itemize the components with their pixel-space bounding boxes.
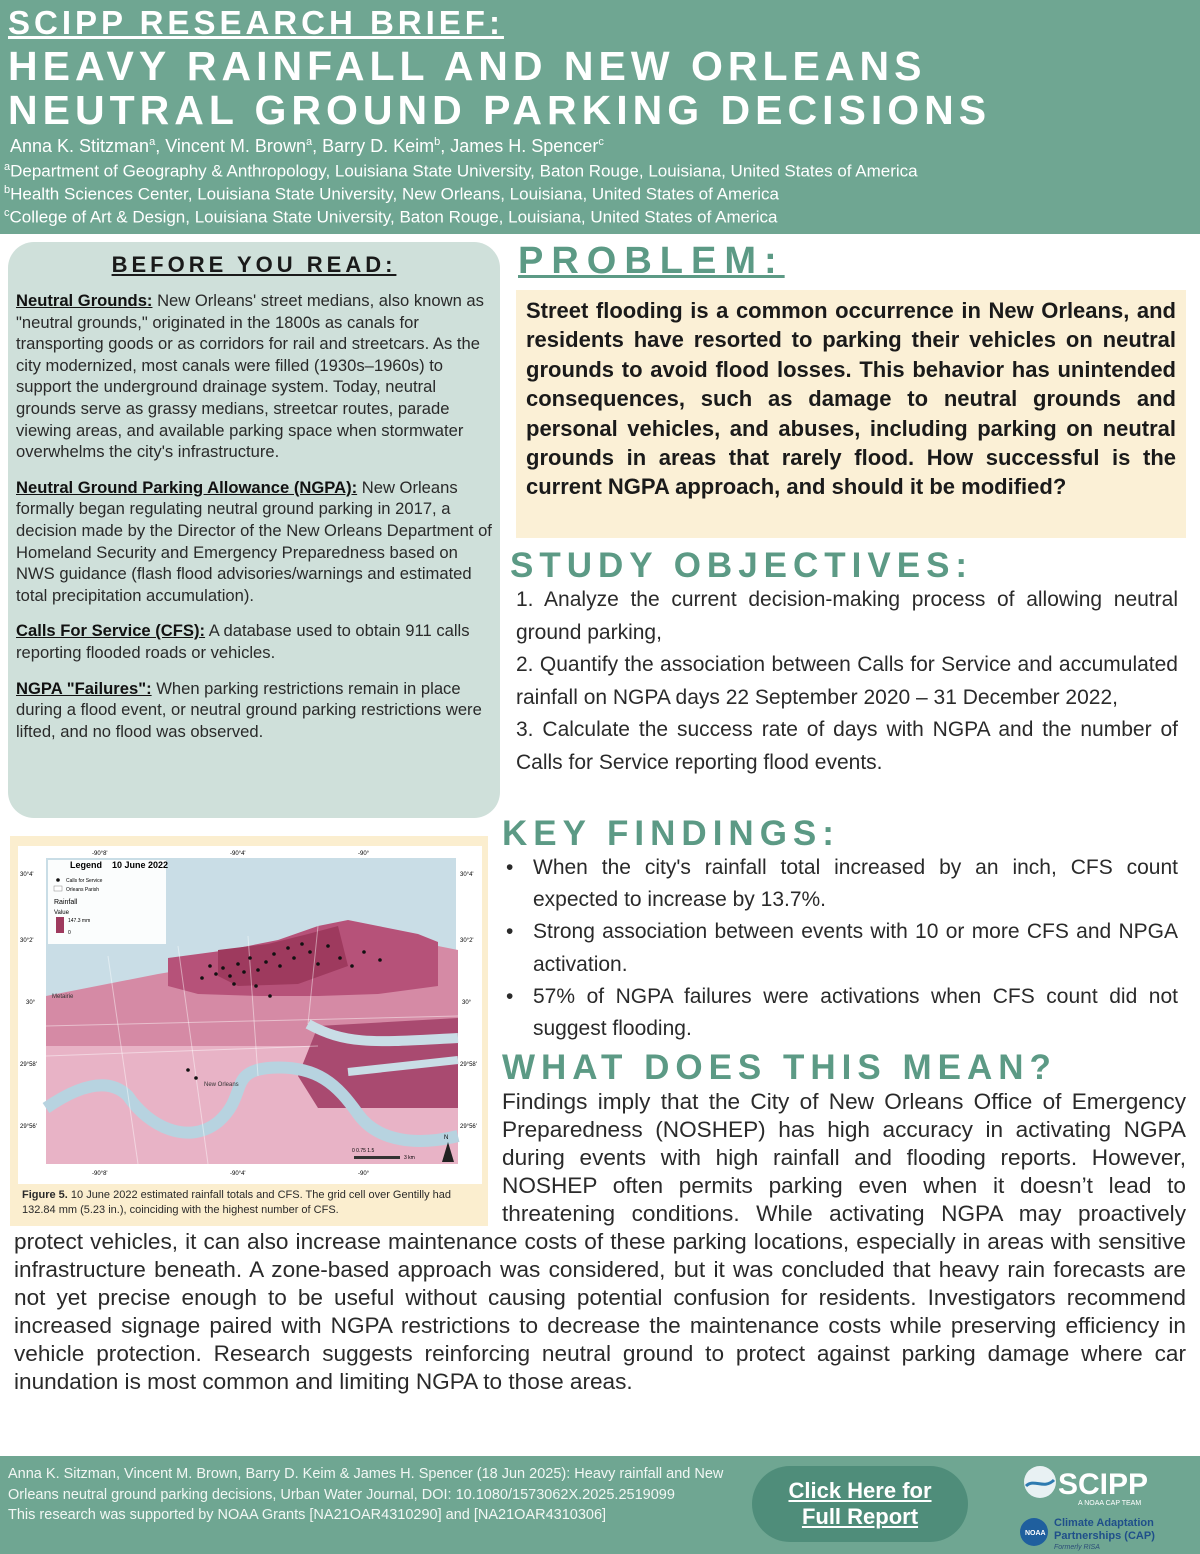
objective-text: Quantify the association between Calls for Service and accumulated rainfall on NGPA days 22 September 2020 – 31 December 2022, (516, 653, 1178, 709)
definition-text: New Orleans formally began regulating neutral ground parking in 2017, a decision made by the Director of the New Orleans Department of Homeland Security and Emergency Preparedness based on NWS guidance (flash flood advisories/warnings and estimated total precipitation accumulation). (16, 477, 492, 605)
place-metairie: Metairie (52, 994, 74, 1000)
lat-tick: 29°56' (20, 1124, 37, 1130)
authors: Anna K. Stitzman$^a$, Vincent M. Brown$^a$, Barry D. Keim$^b$, James H. Spencer$^c$ (10, 136, 604, 156)
objective-text: Analyze the current decision-making process of allowing neutral ground parking, (516, 588, 1178, 644)
title-line-2: NEUTRAL GROUND PARKING DECISIONS (8, 87, 992, 133)
definition-ngpa (16, 477, 492, 607)
citation (8, 1464, 738, 1526)
lat-tick: 29°56' (460, 1124, 477, 1130)
legend-date: 10 June 2022 (112, 860, 169, 870)
lon-tick: -90°8' (92, 851, 108, 857)
findings-heading: KEY FINDINGS: (502, 814, 840, 853)
definition-term: Neutral Ground Parking Allowance (NGPA): (16, 477, 358, 497)
scipp-wordmark: SCIPP (1058, 1468, 1149, 1501)
affil-text: College of Art & Design, Louisiana State University, Baton Rouge, Louisiana, United States of America (9, 207, 778, 227)
bullet-icon: • (506, 920, 514, 944)
affiliation-c (4, 207, 777, 228)
meaning-heading: WHAT DOES THIS MEAN? (502, 1048, 1057, 1087)
author-name: Anna K. Stitzman (10, 136, 150, 156)
scipp-logo (1018, 1460, 1188, 1510)
affil-sup: b (4, 184, 11, 196)
author-sup: a (149, 136, 156, 148)
affil-sup: a (4, 161, 11, 173)
lon-tick: -90°4' (230, 1171, 246, 1177)
lat-tick: 29°58' (20, 1062, 37, 1068)
affil-text: Health Sciences Center, Louisiana State University, New Orleans, Louisiana, United States of America (10, 184, 779, 204)
lon-tick: -90°4' (230, 851, 246, 857)
lat-tick: 30°2' (460, 938, 474, 944)
footer (0, 1456, 1200, 1554)
brief-label: SCIPP RESEARCH BRIEF: (8, 4, 504, 41)
affil-sup: c (4, 207, 10, 219)
finding-item (506, 981, 1178, 1045)
legend-min: 0 (68, 930, 71, 936)
before-you-read-title: BEFORE YOU READ: (111, 252, 397, 277)
finding-item (506, 852, 1178, 916)
finding-text: Strong association between events with 10 or more CFS and NPGA activation. (533, 920, 1178, 976)
lat-tick: 30° (462, 1000, 472, 1006)
lon-tick: -90° (358, 851, 370, 857)
caption-text: 10 June 2022 estimated rainfall totals and CFS. The grid cell over Gentilly had 132.84 mm (5.23 in.), coinciding with the highest number of CFS. (22, 1189, 452, 1216)
north-label: N (444, 1135, 449, 1141)
objective-number: 2. (516, 653, 534, 676)
finding-text: When the city's rainfall total increased by an inch, CFS count expected to increase by 13.7%. (533, 856, 1178, 912)
legend-color-ramp (56, 917, 64, 933)
scale-unit: 3 km (404, 1155, 415, 1161)
definition-term: NGPA "Failures": (16, 678, 152, 698)
lat-tick: 29°58' (460, 1062, 477, 1068)
finding-text: 57% of NGPA failures were activations when CFS count did not suggest flooding. (533, 984, 1178, 1041)
lon-tick: -90°8' (92, 1171, 108, 1177)
figure-wrap-spacer (14, 1088, 502, 1228)
objective-number: 1. (516, 588, 534, 611)
author-name: James H. Spencer (450, 136, 599, 156)
grant-text: This research was supported by NOAA Grants [NA21OAR4310290] and [NA21OAR4310306] (8, 1507, 607, 1523)
objective-item (516, 714, 1178, 779)
cap-line-3: Formerly RISA (1054, 1544, 1100, 1551)
scipp-tagline: A NOAA CAP TEAM (1078, 1500, 1142, 1507)
definition-term: Calls For Service (CFS): (16, 621, 206, 641)
legend-rainfall: Rainfall (54, 899, 78, 906)
legend-cfs-symbol (56, 878, 60, 882)
problem-heading: PROBLEM: (518, 240, 785, 282)
definition-text: A database used to obtain 911 calls reporting flooded roads or vehicles. (16, 621, 470, 662)
meaning-text: Findings imply that the City of New Orleans Office of Emergency Preparedness (NOSHEP) has high accuracy in activating NGPA during events with high rainfall and flooding reports. However, NOSHEP often permits parking even when it doesn’t lead to threatening conditions. While activating NGPA may proactively protect vehicles, it can also increase maintenance costs of these parking locations, especially in areas with sensitive infrastructure beneath. A zone-based approach was considered, but it was concluded that heavy rain forecasts are not yet precise enough to be useful without causing potential confusion for residents. Investigators recommend increased signage paired with NGPA restrictions to decrease the maintenance costs while preserving efficiency in vehicle protection. Research suggests reinforcing neutral ground to protect against parking damage where car inundation is most common and limiting NGPA to those areas. (14, 1089, 1186, 1394)
definition-text: When parking restrictions remain in place during a flood event, or neutral ground parking restrictions were lifted, and no flood was observed. (16, 678, 482, 741)
definition-term: Neutral Grounds: (16, 291, 153, 310)
objective-text: Calculate the success rate of days with NGPA and the number of Calls for Service reporting flood events. (516, 718, 1178, 774)
report-line-1: Click Here for (788, 1478, 932, 1503)
objective-item (516, 584, 1178, 649)
legend-calls: Calls for Service (66, 878, 103, 884)
findings-list (506, 852, 1178, 1045)
affiliation-a (4, 161, 918, 182)
author-sup: a (305, 136, 313, 148)
scale-label: 0 0.75 1.5 (352, 1148, 375, 1154)
legend-title: Legend (70, 860, 103, 870)
author-sup: c (598, 136, 604, 148)
report-line-2: Full Report (801, 1504, 919, 1529)
author-sup: b (434, 136, 441, 148)
lat-tick: 30°4' (20, 872, 34, 878)
definition-cfs (16, 620, 492, 663)
definition-failures (16, 678, 492, 743)
cap-line-1: Climate Adaptation (1054, 1517, 1154, 1529)
objective-number: 3. (516, 718, 534, 741)
legend-parish-symbol (54, 886, 62, 891)
problem-box (516, 290, 1186, 538)
definition-neutral-grounds (16, 290, 492, 463)
lat-tick: 30°4' (460, 872, 474, 878)
bullet-icon: • (506, 856, 514, 879)
legend-parish: Orleans Parish (66, 887, 100, 893)
lon-tick: -90° (358, 1171, 370, 1177)
objectives-list (516, 584, 1178, 779)
problem-text: Street flooding is a common occurrence in New Orleans, and residents have resorted to parking their vehicles on neutral grounds to avoid flood losses. This behavior has unintended consequences, such as damage to neutral grounds and personal vehicles, and abuses, including parking on neutral grounds in areas that rarely flood. (526, 298, 1176, 471)
definition-text: New Orleans' street medians, also known as "neutral grounds," originated in the 1800s as canals for transporting goods or as corridors for rail and streetcars. As the city modernized, most canals were filled (1930s–1960s) to support the underground drainage system. Today, neutral grounds serve as grassy medians, streetcar routes, parade viewing areas, and available parking space when stormwater overwhelms the city's infrastructure. (16, 291, 484, 462)
author-name: Barry D. Keim (322, 136, 435, 156)
header-banner (0, 0, 1200, 234)
cap-line-2: Partnerships (CAP) (1054, 1530, 1155, 1542)
noaa-text: NOAA (1025, 1530, 1046, 1537)
bullet-icon: • (506, 984, 514, 1008)
author-name: Vincent M. Brown (165, 136, 306, 156)
lat-tick: 30°2' (20, 938, 34, 944)
place-new-orleans: New Orleans (204, 1082, 239, 1088)
affil-text: Department of Geography & Anthropology, Louisiana State University, Baton Rouge, Louisiana, United States of America (10, 161, 918, 181)
affiliation-b (4, 184, 779, 205)
legend-max: 147.3 mm (68, 918, 91, 924)
caption-label: Figure 5. (22, 1189, 68, 1201)
cap-logo (1018, 1514, 1196, 1554)
full-report-button[interactable] (752, 1466, 968, 1542)
lat-tick: 30° (26, 1000, 36, 1006)
objective-item (516, 649, 1178, 714)
objectives-heading: STUDY OBJECTIVES: (510, 546, 974, 585)
title-line-1: HEAVY RAINFALL AND NEW ORLEANS (8, 43, 927, 89)
finding-item (506, 916, 1178, 980)
meaning-body (14, 1088, 1186, 1396)
legend-value: Value (54, 910, 69, 916)
problem-question: How successful is the current NGPA approach, and should it be modified? (526, 445, 1176, 500)
before-you-read-box (8, 242, 500, 818)
citation-text: Anna K. Sitzman, Vincent M. Brown, Barry D. Keim & James H. Spencer (18 Jun 2025): Heavy rainfall and New Orleans neutral ground parking decisions, Urban Water Journal, DOI: 10.1080/1573062X.2025.2519099 (8, 1466, 724, 1503)
